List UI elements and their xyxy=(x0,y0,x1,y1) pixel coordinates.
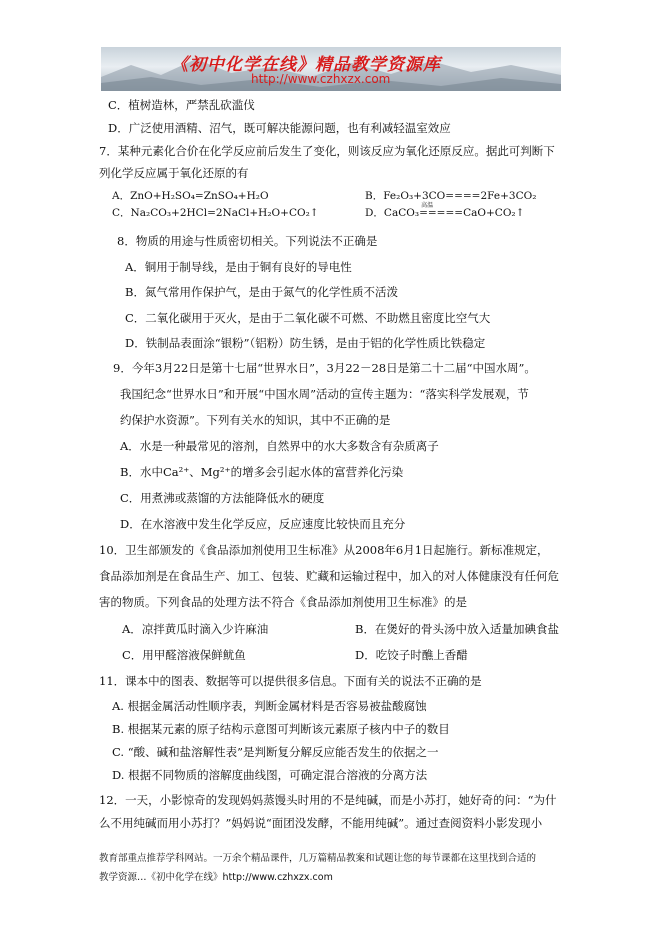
q7-option-d-arrow: 高温 ==== xyxy=(419,206,454,220)
q12-stem-line1: 12．一天，小影惊奇的发现妈妈蒸馒头时用的不是纯碱，而是小苏打，她好奇的问：“为什 xyxy=(99,793,557,807)
q11-option-b: B. 根据某元素的原子结构示意图可判断该元素原子核内中子的数目 xyxy=(112,722,450,736)
q8-option-a: A．铜用于制导线，是由于铜有良好的导电性 xyxy=(125,260,352,274)
q10-stem-line1: 10．卫生部颁发的《食品添加剂使用卫生标准》从2008年6月1日起施行。新标准规定， xyxy=(99,543,549,557)
q7-option-b: B．Fe₂O₃+3CO====2Fe+3CO₂ xyxy=(365,190,537,202)
q8-option-c: C．二氧化碳用于灭火，是由于二氧化碳不可燃、不助燃且密度比空气大 xyxy=(125,311,491,325)
footer-line2 xyxy=(99,869,333,883)
q8-option-d: D．铁制品表面涂“银粉”（铝粉）防生锈，是由于铝的化学性质比铁稳定 xyxy=(125,336,486,350)
footer-url-link[interactable]: http://www.czhxzx.com xyxy=(222,872,333,883)
q8-stem: 8．物质的用途与性质密切相关。下列说法不正确是 xyxy=(117,234,378,248)
q11-stem: 11．课本中的图表、数据等可以提供很多信息。下面有关的说法不正确的是 xyxy=(99,674,482,688)
q9-option-c: C．用煮沸或蒸馏的方法能降低水的硬度 xyxy=(120,491,325,505)
q10-stem-line3: 害的物质。下列食品的处理方法不符合《食品添加剂使用卫生标准》的是 xyxy=(99,595,467,609)
q8-option-b: B．氮气常用作保护气，是由于氮气的化学性质不活泼 xyxy=(125,285,398,299)
q10-option-a: A．凉拌黄瓜时滴入少许麻油 xyxy=(122,622,269,636)
q9-option-b: B．水中Ca²⁺、Mg²⁺的增多会引起水体的富营养化污染 xyxy=(120,465,404,479)
footer-line1: 教育部重点推荐学科网站。一万余个精品课件，几万篇精品教案和试题让您的每节课都在这里找到合适的 xyxy=(99,853,537,864)
q7-stem-line1: 7．某种元素化合价在化学反应前后发生了变化，则该反应为氧化还原反应。据此可判断下 xyxy=(99,144,555,158)
q9-option-d: D．在水溶液中发生化学反应，反应速度比较快而且充分 xyxy=(120,517,406,531)
q7-option-d xyxy=(365,202,525,220)
footer-site-name: 教学资源…《初中化学在线》 xyxy=(99,872,223,883)
q9-option-a: A．水是一种最常见的溶剂，自然界中的水大多数含有杂质离子 xyxy=(120,439,439,453)
q7-option-d-product: =CaO+CO₂↑ xyxy=(454,207,525,219)
q6-option-c: C．植树造林，严禁乱砍滥伐 xyxy=(108,98,255,112)
q11-option-d: D. 根据不同物质的溶解度曲线图，可确定混合溶液的分离方法 xyxy=(112,768,428,782)
q10-option-c: C．用甲醛溶液保鲜鱿鱼 xyxy=(122,648,246,662)
q10-option-d: D．吃饺子时醮上香醋 xyxy=(355,648,468,662)
q6-option-d: D．广泛使用酒精、沼气，既可解决能源问题，也有利减轻温室效应 xyxy=(108,121,451,135)
q12-stem-line2: 么不用纯碱而用小苏打？”妈妈说“面团没发酵，不能用纯碱”。通过查阅资料小影发现小 xyxy=(99,816,543,830)
header-banner xyxy=(101,47,561,91)
q10-stem-line2: 食品添加剂是在食品生产、加工、包装、贮藏和运输过程中，加入的对人体健康没有任何危 xyxy=(99,569,559,583)
q7-stem-line2: 列化学反应属于氧化还原的有 xyxy=(99,166,249,180)
q11-option-c: C. “酸、碱和盐溶解性表”是判断复分解反应能否发生的依据之一 xyxy=(112,745,439,759)
q9-stem-line2: 我国纪念“世界水日”和开展“中国水周”活动的宣传主题为：“落实科学发展观，节 xyxy=(120,387,529,401)
q7-option-a: A．ZnO+H₂SO₄=ZnSO₄+H₂O xyxy=(112,190,269,202)
q10-option-b: B．在煲好的骨头汤中放入适量加碘食盐 xyxy=(355,622,559,636)
banner-title: 《初中化学在线》精品教学资源库 xyxy=(171,55,441,75)
q7-option-c: C．Na₂CO₃+2HCl=2NaCl+H₂O+CO₂↑ xyxy=(112,207,319,219)
q9-stem-line3: 约保护水资源”。下列有关水的知识，其中不正确的是 xyxy=(120,413,391,427)
q7-option-d-reactant: D．CaCO₃ xyxy=(365,207,420,219)
banner-url[interactable]: http://www.czhxzx.com xyxy=(251,72,391,86)
q11-option-a: A. 根据金属活动性顺序表，判断金属材料是否容易被盐酸腐蚀 xyxy=(112,699,427,713)
q9-stem-line1: 9．今年3月22日是第十七届“世界水日”，3月22－28日是第二十二届“中国水周”。 xyxy=(113,361,536,375)
q7-option-d-condition: 高温 xyxy=(421,202,434,209)
